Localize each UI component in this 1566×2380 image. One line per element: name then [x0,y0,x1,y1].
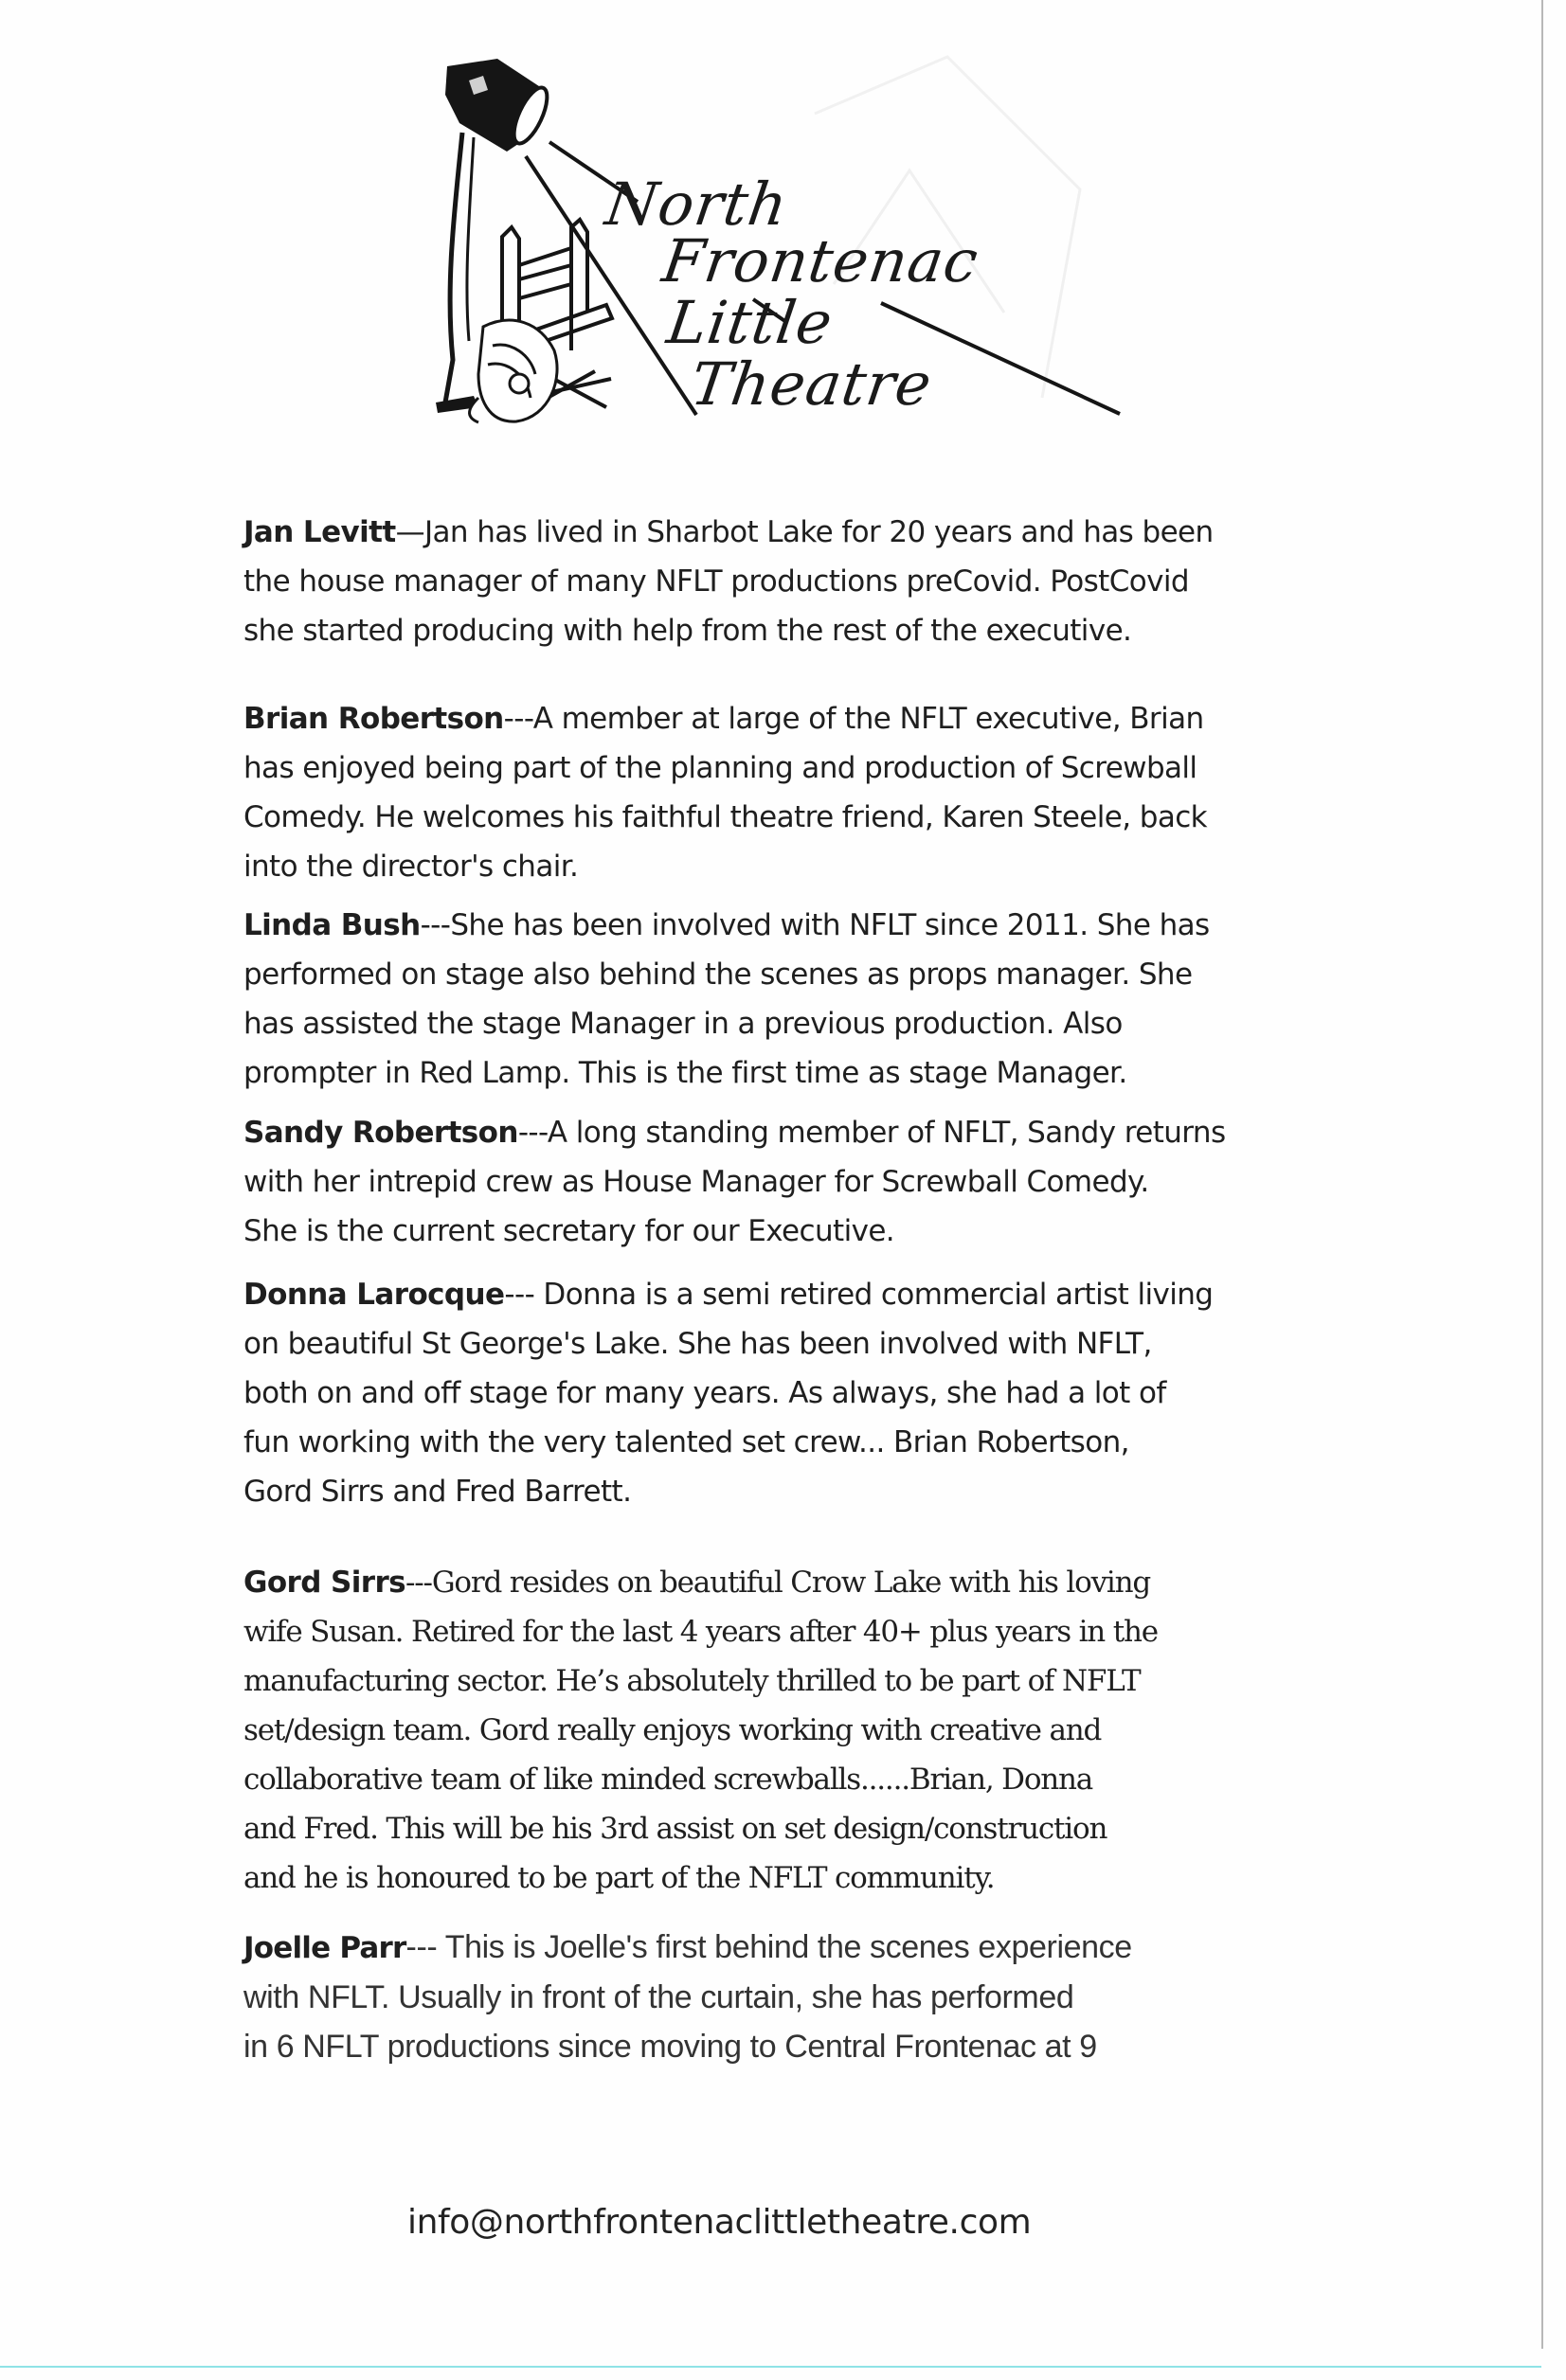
bio-linda-bush [243,901,1371,1098]
logo-word-little: Little [662,288,837,357]
bio-jan-levitt [243,508,1371,655]
bio-text: ---She has been involved with NFLT since 2011. She has [420,908,1210,942]
bio-name: Brian Robertson [243,702,504,736]
bio-line: set/design team. Gord really enjoys working with creative and [243,1713,1102,1747]
bio-text: --- This is Joelle's first behind the scenes experience [405,1929,1132,1965]
bio-line: manufacturing sector. He’s absolutely thrilled to be part of NFLT [243,1664,1141,1698]
bio-line: collaborative team of like minded screwballs......Brian, Donna [243,1763,1093,1797]
bio-line [243,1270,1371,1319]
bio-line [243,694,1371,743]
bio-line: performed on stage also behind the scenes as props manager. She [243,957,1193,992]
bio-name: Jan Levitt [243,515,396,549]
bio-line: on beautiful St George's Lake. She has been involved with NFLT, [243,1327,1152,1361]
logo-word-frontenac: Frontenac [657,226,983,295]
bio-text: ---Gord resides on beautiful Crow Lake with his loving [405,1566,1151,1600]
bio-line: into the director's chair. [243,850,579,884]
bio-line: wife Susan. Retired for the last 4 years after 40+ plus years in the [243,1615,1158,1649]
scan-bottom-line [0,2366,1541,2368]
bio-sandy-robertson [243,1108,1371,1256]
theatre-logo [0,0,1566,445]
bio-text: --- Donna is a semi retired commercial artist living [504,1278,1214,1312]
contact-email[interactable]: info@northfrontenaclittletheatre.com [407,2203,1032,2242]
bio-line: has enjoyed being part of the planning and production of Screwball [243,751,1197,785]
bio-line [243,901,1371,950]
bio-name: Joelle Parr [243,1931,406,1965]
bio-line: and he is honoured to be part of the NFLT community. [243,1861,995,1895]
bio-line: both on and off stage for many years. As always, she had a lot of [243,1376,1166,1410]
bio-line: with her intrepid crew as House Manager for Screwball Comedy. [243,1165,1149,1199]
bio-name: Donna Larocque [243,1278,505,1312]
bio-line: she started producing with help from the rest of the executive. [243,614,1132,648]
bio-name: Linda Bush [243,908,421,942]
bio-line: the house manager of many NFLT productions preCovid. PostCovid [243,564,1189,599]
draped-mask-icon [470,320,558,422]
bio-line: has assisted the stage Manager in a previous production. Also [243,1007,1123,1041]
bio-text: —Jan has lived in Sharbot Lake for 20 years and has been [395,515,1214,549]
logo-word-theatre: Theatre [686,349,937,419]
bio-text: ---A long standing member of NFLT, Sandy returns [517,1116,1226,1150]
bio-line: prompter in Red Lamp. This is the first time as stage Manager. [243,1056,1127,1090]
logo-word-north: North [601,170,793,239]
bio-name: Sandy Robertson [243,1116,518,1150]
bio-line [243,508,1371,557]
bio-line: and Fred. This will be his 3rd assist on set design/construction [243,1812,1107,1846]
bio-line [243,1558,1371,1607]
bio-joelle-parr [243,1923,1371,2071]
bio-line [243,1108,1371,1157]
bio-line: fun working with the very talented set crew... Brian Robertson, [243,1425,1129,1459]
bio-donna-larocque [243,1270,1371,1516]
bio-line: with NFLT. Usually in front of the curtain, she has performed [243,1979,1074,2015]
bio-brian-robertson [243,694,1371,891]
bio-line: She is the current secretary for our Executive. [243,1214,895,1248]
bio-line: Comedy. He welcomes his faithful theatre friend, Karen Steele, back [243,800,1208,834]
bio-line: in 6 NFLT productions since moving to Central Frontenac at 9 [243,2029,1097,2065]
bio-text: ---A member at large of the NFLT executive, Brian [503,702,1204,736]
bio-line: Gord Sirrs and Fred Barrett. [243,1475,632,1509]
bio-gord-sirrs [243,1558,1371,1903]
bio-name: Gord Sirrs [243,1566,405,1600]
bio-line [243,1923,1371,1973]
